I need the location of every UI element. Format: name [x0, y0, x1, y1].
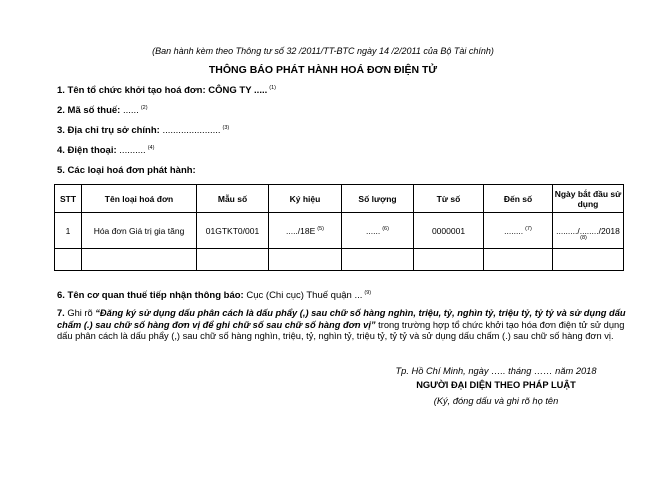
field-address	[57, 125, 229, 136]
section-separator-note	[57, 308, 627, 343]
footnote-marker: (6)	[382, 225, 389, 232]
table-row	[55, 213, 624, 249]
field-value: ......	[122, 105, 139, 116]
field-value: ..........	[119, 145, 146, 156]
section-value: Cục (Chi cục) Thuế quận ...	[246, 290, 363, 301]
cell-empty	[414, 249, 484, 271]
field-value: CÔNG TY .....	[208, 85, 268, 96]
cell-empty	[55, 249, 82, 271]
cell-empty	[553, 249, 624, 271]
section-tax-authority	[57, 290, 371, 301]
signature-date-line: Tp. Hồ Chí Minh, ngày ….. tháng …… năm 2018	[395, 366, 597, 376]
field-label: 2. Mã số thuế:	[57, 105, 121, 116]
field-organization	[57, 85, 276, 96]
cell-form: 01GTKT0/001	[197, 213, 269, 249]
section-lead: Ghi rõ	[67, 308, 93, 318]
field-label: 4. Điện thoại:	[57, 145, 117, 156]
col-header-start-date: Ngày bắt đầu sử dụng	[553, 185, 624, 213]
footnote-marker: (3)	[222, 124, 230, 131]
cell-empty	[484, 249, 553, 271]
footnote-marker: (7)	[525, 225, 532, 232]
cell-value: ........./......../2018	[556, 225, 620, 236]
footnote-marker: (5)	[317, 225, 325, 232]
table-row	[55, 249, 624, 271]
col-header-form: Mẫu số	[197, 185, 269, 213]
cell-quantity	[342, 213, 414, 249]
field-value: ......................	[162, 125, 221, 136]
cell-to	[484, 213, 553, 249]
cell-empty	[82, 249, 197, 271]
cell-empty	[342, 249, 414, 271]
footnote-marker: (4)	[147, 144, 155, 151]
cell-from: 0000001	[414, 213, 484, 249]
section-number: 7.	[57, 308, 65, 318]
col-header-quantity: Số lượng	[342, 185, 414, 213]
field-invoice-types	[57, 165, 196, 176]
col-header-from: Từ số	[414, 185, 484, 213]
section-label: 6. Tên cơ quan thuế tiếp nhận thông báo:	[57, 290, 244, 301]
cell-value: ........	[504, 225, 524, 236]
table-header-row	[55, 185, 624, 213]
field-label: 5. Các loại hoá đơn phát hành:	[57, 165, 196, 176]
field-label: 1. Tên tổ chức khởi tạo hoá đơn:	[57, 85, 206, 96]
section-quote: “Đăng ký sử dụng dấu phân cách là dấu phẩy (,) sau chữ số hàng nghìn, triệu, tỷ, nghìn tỷ, triệu tỷ, tỷ tỷ và sử dụng dấu chấm (.) sau chữ số hàng đơn vị để ghi chữ số sau chữ số hàng đơn vị”	[57, 308, 626, 330]
footnote-marker: (9)	[364, 289, 372, 296]
invoice-table	[54, 184, 624, 271]
cell-empty	[269, 249, 342, 271]
field-tax-code	[57, 105, 148, 116]
col-header-name: Tên loại hoá đơn	[82, 185, 197, 213]
col-header-stt: STT	[55, 185, 82, 213]
cell-value-wrap: ........./......../2018 (8)	[556, 225, 620, 241]
page-title: THÔNG BÁO PHÁT HÀNH HOÁ ĐƠN ĐIỆN TỬ	[208, 64, 438, 76]
footnote-marker: (2)	[140, 104, 148, 111]
col-header-symbol: Ký hiệu	[269, 185, 342, 213]
signature-title: NGƯỜI ĐẠI DIỆN THEO PHÁP LUẬT	[416, 380, 576, 390]
issuance-note: (Ban hành kèm theo Thông tư số 32 /2011/TT-BTC ngày 14 /2/2011 của Bộ Tài chính)	[152, 46, 494, 56]
cell-name: Hóa đơn Giá trị gia tăng	[82, 213, 197, 249]
field-phone	[57, 145, 154, 156]
col-header-to: Đến số	[484, 185, 553, 213]
footnote-marker: (1)	[269, 84, 276, 91]
cell-start-date	[553, 213, 624, 249]
cell-stt: 1	[55, 213, 82, 249]
cell-empty	[197, 249, 269, 271]
cell-value: ...../18E	[285, 225, 316, 236]
section-text: trong trường hợp tổ chức khởi tạo hóa đơn điện tử sử dụng dấu phân cách là dấu phẩy (,) sau chữ số hàng nghìn, triệu, tỷ, nghìn tỷ, triệu tỷ, tỷ tỷ và sử dụng dấu chấm (.) sau chữ số hàng đơn vị.	[57, 319, 625, 341]
cell-symbol	[269, 213, 342, 249]
cell-value: ......	[366, 225, 381, 236]
signature-note: (Ký, đóng dấu và ghi rõ họ tên	[433, 396, 559, 406]
field-label: 3. Địa chỉ trụ sở chính:	[57, 125, 160, 136]
